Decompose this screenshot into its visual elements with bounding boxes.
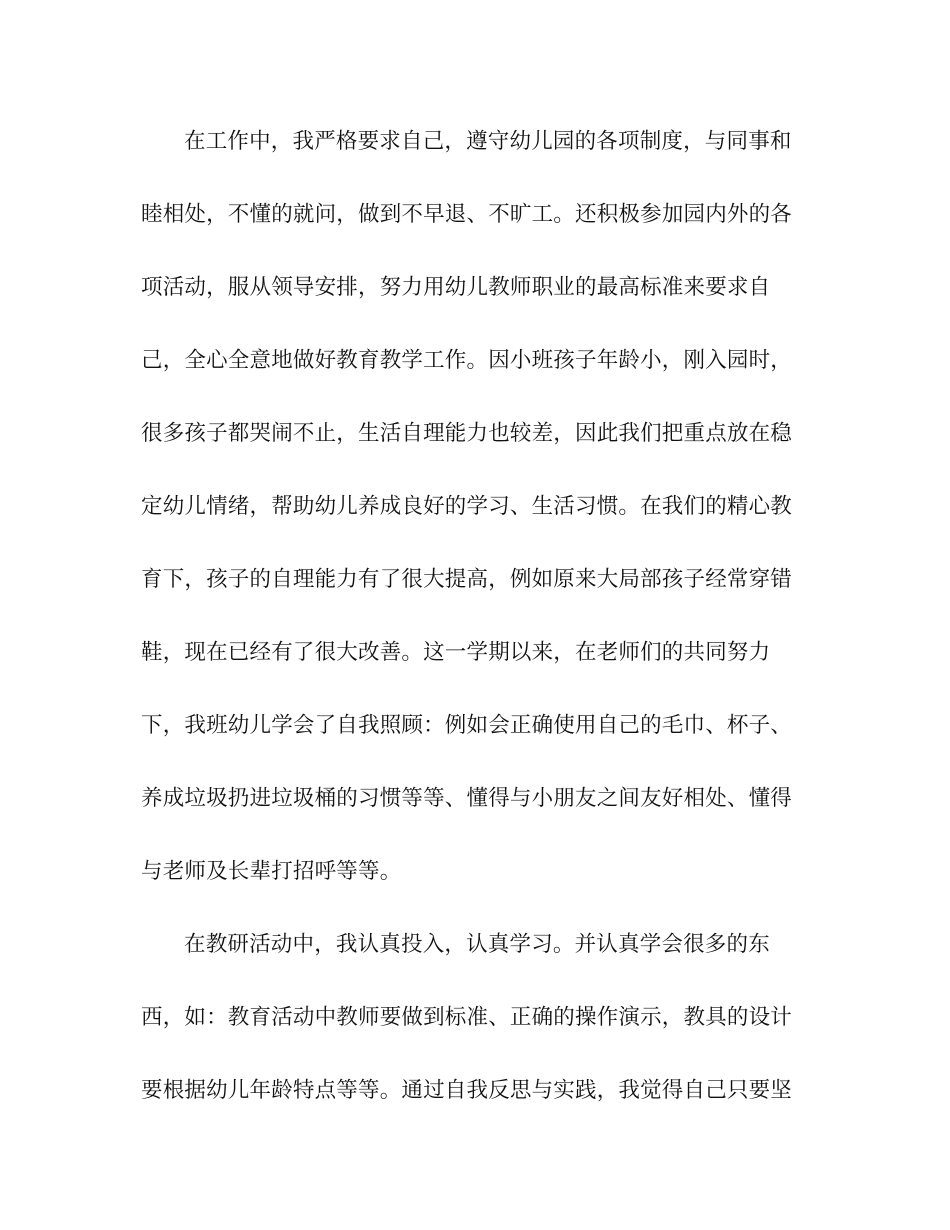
text-line: 在工作中，我严格要求自己，遵守幼儿园的各项制度，与同事和 <box>184 129 792 154</box>
text-line: 与老师及长辈打招呼等等。 <box>141 859 402 884</box>
text-line: 要根据幼儿年龄特点等等。通过自我反思与实践，我觉得自己只要坚 <box>141 1078 793 1103</box>
text-line: 育下，孩子的自理能力有了很大提高，例如原来大局部孩子经常穿错 <box>141 567 793 592</box>
text-line: 鞋，现在已经有了很大改善。这一学期以来，在老师们的共同努力 <box>141 640 771 665</box>
text-line: 项活动，服从领导安排，努力用幼儿教师职业的最高标准来要求自 <box>141 275 771 300</box>
text-line: 定幼儿情绪，帮助幼儿养成良好的学习、生活习惯。在我们的精心教 <box>141 494 793 519</box>
text-line: 西，如：教育活动中教师要做到标准、正确的操作演示，教具的设计 <box>141 1005 793 1030</box>
text-line: 在教研活动中，我认真投入，认真学习。并认真学会很多的东 <box>184 932 770 957</box>
text-line: 下，我班幼儿学会了自我照顾：例如会正确使用自己的毛巾、杯子、 <box>141 713 793 738</box>
text-line: 睦相处，不懂的就问，做到不早退、不旷工。还积极参加园内外的各 <box>141 202 793 227</box>
text-line: 己，全心全意地做好教育教学工作。因小班孩子年龄小，刚入园时， <box>141 348 793 373</box>
text-line: 很多孩子都哭闹不止，生活自理能力也较差，因此我们把重点放在稳 <box>141 421 793 446</box>
text-line: 养成垃圾扔进垃圾桶的习惯等等、懂得与小朋友之间友好相处、懂得 <box>141 786 793 811</box>
